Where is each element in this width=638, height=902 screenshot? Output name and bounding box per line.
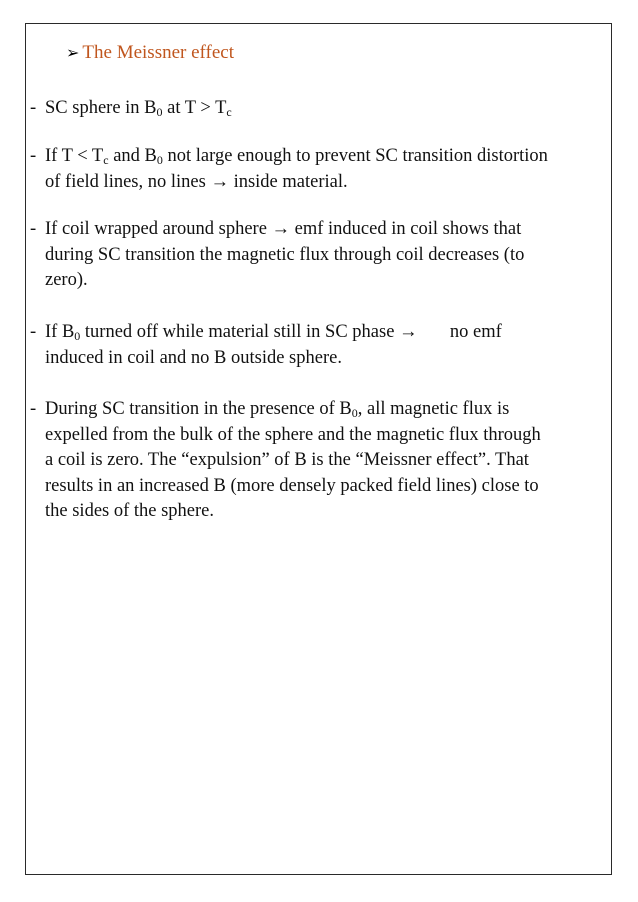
bullet-5-line-3: a coil is zero. The “expulsion” of B is the “Meissner effect”. That — [45, 450, 529, 470]
bullet-3-line-1: If coil wrapped around sphere → emf induced in coil shows that — [45, 219, 522, 239]
bullet-4 — [30, 320, 600, 371]
bullet-dash: - — [30, 322, 37, 342]
bullet-4-line-1: If $B_0$ turned off while material still in SC phase → no emf — [45, 322, 502, 343]
bullet-3 — [30, 217, 600, 294]
bullet-5-line-1: During SC transition in the presence of $B_0$, all magnetic flux is — [45, 399, 510, 420]
bullet-5-line-4: results in an increased B (more densely packed field lines) close to — [45, 475, 539, 496]
bullet-2 — [30, 144, 600, 195]
bullet-dash: - — [30, 219, 37, 239]
bullet-5 — [30, 397, 600, 525]
bullet-5-text — [45, 397, 600, 525]
bullet-1 — [30, 96, 600, 122]
bullet-4-text — [45, 320, 600, 371]
heading-title: The Meissner effect — [82, 42, 234, 63]
bullet-3-text — [45, 217, 600, 294]
bullet-dash: - — [30, 146, 37, 166]
bullet-2-line-1: If $T < T_c$ and $B_0$ not large enough to prevent SC transition distortion — [45, 146, 548, 167]
bullet-4-line-2: induced in coil and no B outside sphere. — [45, 347, 342, 368]
bullet-3-line-3: zero). — [45, 270, 88, 290]
arrow-bullet-icon: ➢ — [66, 45, 80, 62]
bullet-5-line-2: expelled from the bulk of the sphere and the magnetic flux through — [45, 424, 541, 445]
bullet-2-text — [45, 144, 600, 195]
bullet-3-line-2: during SC transition the magnetic flux through coil decreases (to — [45, 244, 525, 265]
bullet-1-text: SC sphere in $B_0$ at $T > T_c$ — [45, 98, 232, 119]
bullet-5-line-5: the sides of the sphere. — [45, 501, 215, 521]
section-heading — [66, 42, 234, 64]
bullet-dash: - — [30, 98, 37, 118]
bullet-dash: - — [30, 399, 37, 419]
bullet-2-line-2: of field lines, no lines → inside material. — [45, 171, 348, 192]
